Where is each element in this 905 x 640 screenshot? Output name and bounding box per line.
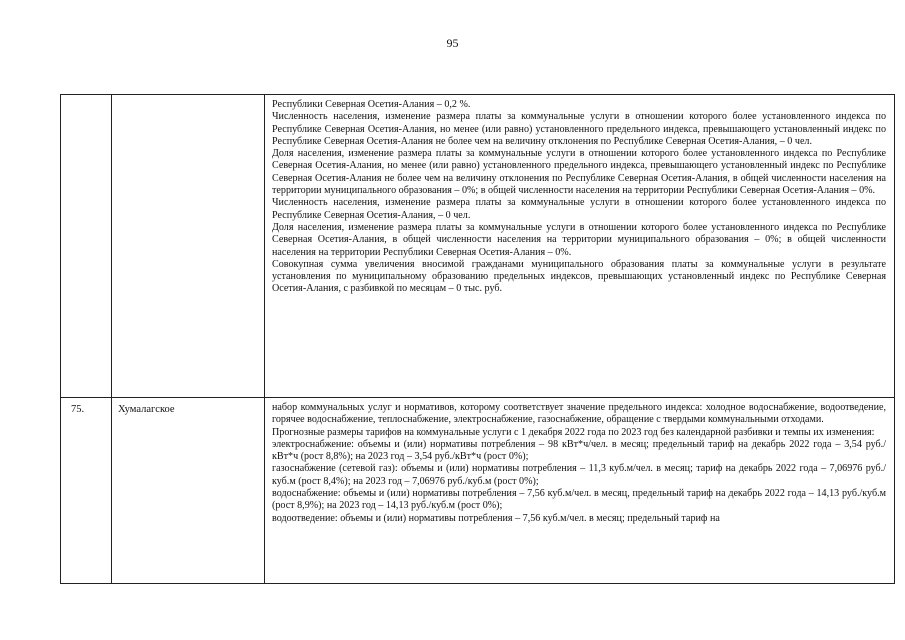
paragraph: водоотведение: объемы и (или) нормативы потребления – 7,56 куб.м/чел. в месяц; предельный тариф на (272, 512, 720, 524)
municipality-name-cell (112, 95, 265, 398)
document-table (60, 94, 895, 584)
paragraph: Доля населения, изменение размера платы за коммунальные услуги в отношении которого более установленного индекса по Республике Северная Осетия-Алания, в общей численности населения на территории муниципального образования – 0%; в общей численности населения на территории Республики Северная Осетия-Алания – 0%. (272, 221, 886, 258)
paragraph: Доля населения, изменение размера платы за коммунальные услуги в отношении которого более установленного индекса по Республике Северная Осетия-Алания, но менее (или равно) установленного предельного индекса, превышающего установленный индекс по Республике Северная Осетия-Алания не более чем на величину отклонения по Республике Северная Осетия-Алания, в общей численности населения на территории муниципального образования – 0%; в общей численности населения на территории Республики Северная Осетия-Алания – 0%. (272, 148, 886, 197)
row-number-cell: 75. (61, 398, 112, 584)
page-number: 95 (446, 36, 459, 50)
paragraph: Республики Северная Осетия-Алания – 0,2 %. (272, 99, 471, 110)
paragraph: водоснабжение: объемы и (или) нормативы потребления – 7,56 куб.м/чел. в месяц, предельный тариф на декабрь 2022 года – 14,13 руб./куб.м (рост 8,9%); на 2023 год – 14,13 руб./куб.м (рост 0%); (272, 488, 886, 512)
paragraph: Численность населения, изменение размера платы за коммунальные услуги в отношении которого более установленного индекса по Республике Северная Осетия-Алания, но менее (или равно) установленного предельного индекса, превышающего установленный индекс по Республике Северная Осетия-Алания не более чем на величину отклонения по Республике Северная Осетия-Алания, – 0 чел. (272, 111, 886, 147)
paragraph: Численность населения, изменение размера платы за коммунальные услуги в отношении которого более установленного индекса по Республике Северная Осетия-Алания, – 0 чел. (272, 197, 886, 221)
municipality-name-cell: Хумалагское (112, 398, 265, 584)
paragraph: набор коммунальных услуг и нормативов, которому соответствует значение предельного индекса: холодное водоснабжение, водоотведение, горячее водоснабжение, теплоснабжение, электроснабжение, газоснабжение, обращение с твердыми коммунальными отходами. (272, 402, 886, 426)
paragraph: газоснабжение (сетевой газ): объемы и (или) нормативы потребления – 11,3 куб.м/чел. в месяц; тариф на декабрь 2022 года – 7,06976 руб./куб.м (рост 8,4%); на 2023 год – 7,06976 руб./куб.м (рост 0%); (272, 463, 886, 487)
table-row (61, 398, 895, 584)
paragraph: Совокупная сумма увеличения вносимой гражданами муниципального образования платы за коммунальные услуги в результате установления по муниципальному образованию предельных индексов, превышающих установленный индекс по Республике Северная Осетия-Алания, с разбивкой по месяцам – 0 тыс. руб. (272, 258, 886, 295)
table-row (61, 95, 895, 398)
description-cell (265, 95, 895, 398)
description-cell (265, 398, 895, 584)
paragraph: электроснабжение: объемы и (или) нормативы потребления – 98 кВт*ч/чел. в месяц; предельный тариф на декабрь 2022 года – 3,54 руб./кВт*ч (рост 8,8%); на 2023 год – 3,54 руб./кВт*ч (рост 0%); (272, 438, 886, 463)
row-number-cell (61, 95, 112, 398)
paragraph: Прогнозные размеры тарифов на коммунальные услуги с 1 декабря 2022 года по 2023 год без календарной разбивки и темпы их изменения: (272, 426, 875, 438)
